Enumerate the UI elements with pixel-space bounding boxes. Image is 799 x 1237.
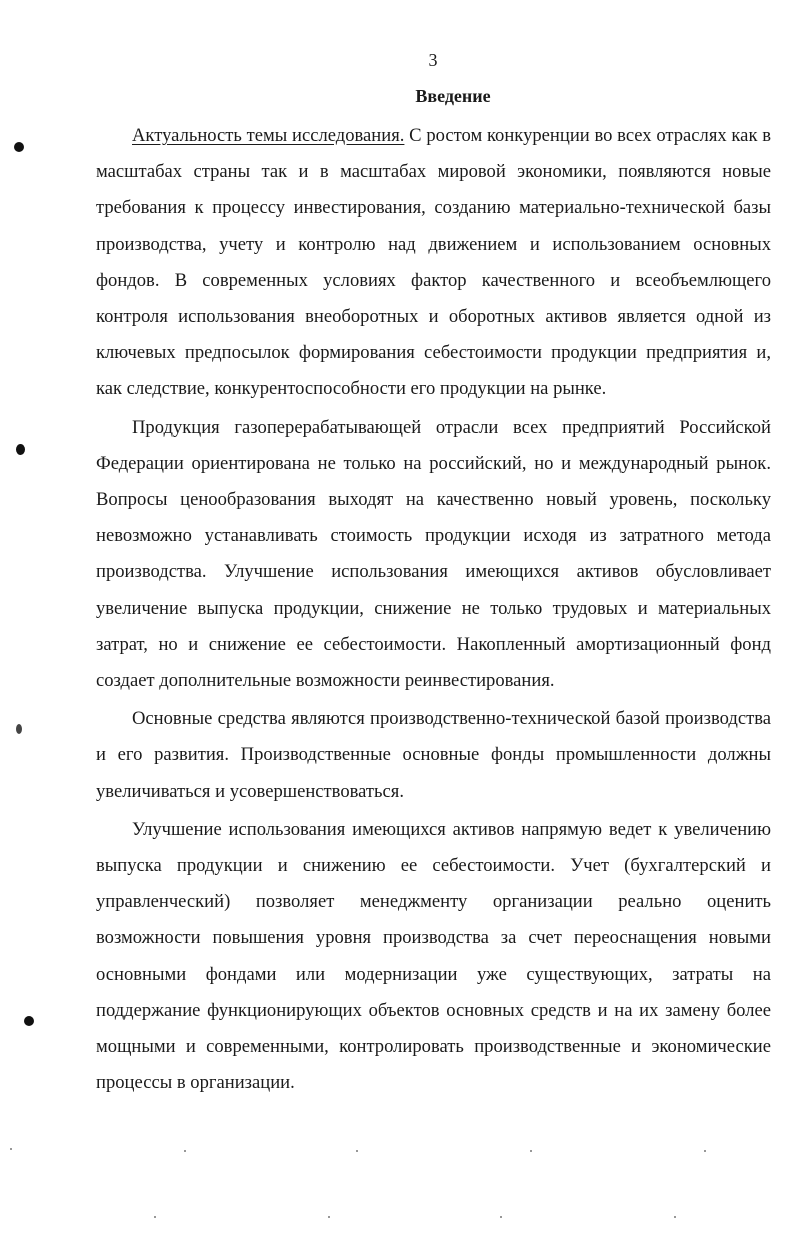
paragraph-text: Улучшение использования имеющихся активов напрямую ведет к увеличению выпуска продукции и снижению ее себестоимости. Учет (бухгалтерский и управленческий) позволяет менеджменту организации реально оценить возможности повышения уровня производства за счет переоснащения новыми основными фондами или модернизации уже существующих, затраты на поддержание функционирующих объектов основных средств и на их замену более мощными и современными, контролировать производственные и экономические процессы в организации. — [96, 818, 771, 1094]
paragraph-text: С ростом конкуренции во всех отраслях как в масштабах страны так и в масштабах мировой экономики, появляются новые требования к процессу инвестирования, созданию материально-технической базы производства, учету и контролю над движением и использованием основных фондов. В современных условиях фактор качественного и всеобъемлющего контроля использования внеоборотных и оборотных активов является одной из ключевых предпосылок формирования себестоимости продукции предприятия и, как следствие, конкурентоспособности его продукции на рынке. — [96, 125, 771, 400]
scan-dot — [356, 1150, 358, 1152]
paragraph-product — [96, 410, 771, 700]
scan-dot — [184, 1150, 186, 1152]
scan-dot — [704, 1150, 706, 1152]
page-number: 3 — [428, 50, 438, 70]
scan-dot — [530, 1150, 532, 1152]
scan-dot — [674, 1216, 676, 1218]
scan-dot — [154, 1216, 156, 1218]
paragraph-fixed-assets — [96, 701, 771, 810]
paragraph-text: Продукция газоперерабатывающей отрасли всех предприятий Российской Федерации ориентирована не только на российский, но и международный рынок. Вопросы ценообразования выходят на качественно новый уровень, поскольку невозможно устанавливать стоимость продукции исходя из затратного метода производства. Улучшение использования имеющихся активов обусловливает увеличение выпуска продукции, снижение не только трудовых и материальных затрат, но и снижение ее себестоимости. Накопленный амортизационный фонд создает дополнительные возможности реинвестирования. — [96, 416, 771, 692]
scan-speck — [16, 724, 22, 734]
section-title: Введение — [415, 86, 491, 106]
relevance-heading: Актуальность темы исследования. — [132, 125, 405, 146]
scan-speck — [16, 444, 25, 455]
scan-dot — [500, 1216, 502, 1218]
scan-dot — [328, 1216, 330, 1218]
paragraph-improvement — [96, 812, 771, 1102]
scan-speck — [24, 1016, 34, 1026]
scan-dot — [10, 1148, 12, 1150]
scan-speck — [14, 142, 24, 152]
paragraph-relevance — [96, 118, 771, 408]
body-text — [96, 118, 771, 1101]
paragraph-text: Основные средства являются производственно-технической базой производства и его развития. Производственные основные фонды промышленности должны увеличиваться и усовершенствоваться. — [96, 708, 771, 802]
